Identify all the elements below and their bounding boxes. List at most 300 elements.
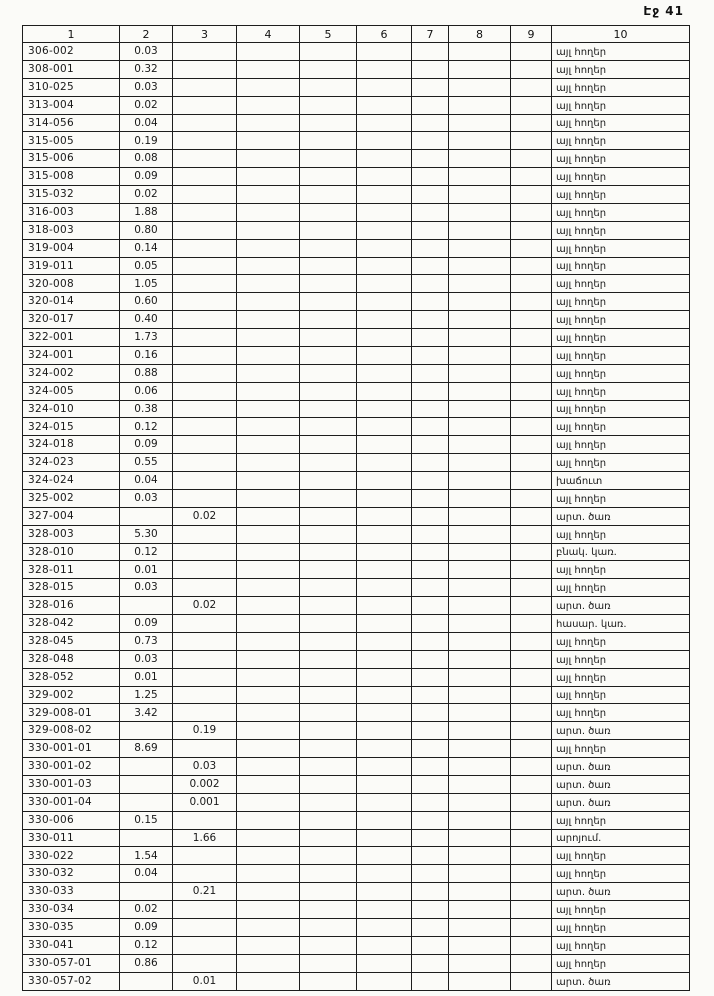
cell-empty-7: [412, 918, 449, 936]
cell-empty-5: [300, 382, 357, 400]
table-row: [23, 239, 690, 257]
cell-land-type: այլ հողեր: [552, 865, 690, 883]
cell-empty-6: [357, 257, 412, 275]
cell-empty-5: [300, 579, 357, 597]
table-row: [23, 364, 690, 382]
cell-empty-6: [357, 400, 412, 418]
cell-empty-4: [237, 811, 300, 829]
cell-empty-5: [300, 722, 357, 740]
cell-value-3: [173, 579, 237, 597]
cell-empty-7: [412, 632, 449, 650]
cell-land-type: այլ հողեր: [552, 918, 690, 936]
cell-empty-4: [237, 257, 300, 275]
cell-empty-9: [511, 382, 552, 400]
cell-empty-7: [412, 847, 449, 865]
cell-code: 315-008: [23, 168, 120, 186]
cell-value-3: [173, 168, 237, 186]
cell-empty-5: [300, 740, 357, 758]
cell-empty-7: [412, 686, 449, 704]
cell-empty-7: [412, 257, 449, 275]
cell-empty-9: [511, 168, 552, 186]
cell-empty-8: [449, 507, 511, 525]
cell-value-2: [120, 829, 173, 847]
cell-value-3: [173, 275, 237, 293]
cell-empty-7: [412, 275, 449, 293]
cell-empty-7: [412, 418, 449, 436]
cell-value-2: 0.02: [120, 901, 173, 919]
cell-empty-7: [412, 186, 449, 204]
cell-empty-7: [412, 936, 449, 954]
cell-empty-4: [237, 668, 300, 686]
cell-empty-8: [449, 364, 511, 382]
cell-empty-5: [300, 78, 357, 96]
table-row: [23, 418, 690, 436]
table-row: [23, 686, 690, 704]
cell-value-3: [173, 60, 237, 78]
cell-empty-5: [300, 561, 357, 579]
cell-empty-5: [300, 186, 357, 204]
cell-value-3: [173, 400, 237, 418]
cell-empty-8: [449, 275, 511, 293]
cell-empty-9: [511, 275, 552, 293]
cell-land-type: այլ հողեր: [552, 78, 690, 96]
cell-empty-7: [412, 346, 449, 364]
cell-land-type: արտ. ծառ: [552, 883, 690, 901]
cell-empty-4: [237, 883, 300, 901]
cell-empty-9: [511, 972, 552, 991]
cell-empty-4: [237, 561, 300, 579]
cell-empty-7: [412, 96, 449, 114]
column-header-1: 1: [23, 26, 120, 43]
cell-value-3: [173, 936, 237, 954]
cell-value-2: 0.03: [120, 579, 173, 597]
page-number-label: Էջ 41: [643, 4, 684, 18]
table-row: [23, 954, 690, 972]
cell-empty-9: [511, 901, 552, 919]
cell-land-type: այլ հողեր: [552, 847, 690, 865]
table-row: [23, 811, 690, 829]
cell-empty-6: [357, 186, 412, 204]
cell-land-type: արտ. ծառ: [552, 597, 690, 615]
cell-empty-6: [357, 346, 412, 364]
cell-empty-7: [412, 221, 449, 239]
cell-empty-4: [237, 382, 300, 400]
cell-empty-4: [237, 132, 300, 150]
table-row: [23, 203, 690, 221]
cell-empty-6: [357, 793, 412, 811]
cell-land-type: արտ. ծառ: [552, 507, 690, 525]
cell-empty-5: [300, 489, 357, 507]
cell-empty-5: [300, 972, 357, 991]
cell-empty-5: [300, 221, 357, 239]
cell-value-3: [173, 615, 237, 633]
cell-value-2: 0.15: [120, 811, 173, 829]
cell-value-2: [120, 883, 173, 901]
cell-empty-4: [237, 364, 300, 382]
cell-value-2: 0.55: [120, 454, 173, 472]
cell-land-type: այլ հողեր: [552, 60, 690, 78]
cell-empty-8: [449, 632, 511, 650]
cell-value-3: [173, 668, 237, 686]
cell-land-type: արտ. ծառ: [552, 722, 690, 740]
table-row: [23, 561, 690, 579]
cell-empty-8: [449, 811, 511, 829]
cell-empty-7: [412, 132, 449, 150]
cell-empty-9: [511, 436, 552, 454]
cell-land-type: արոյում.: [552, 829, 690, 847]
cell-empty-7: [412, 972, 449, 991]
land-register-table: [22, 25, 690, 991]
cell-empty-4: [237, 507, 300, 525]
cell-value-2: 0.60: [120, 293, 173, 311]
table-row: [23, 650, 690, 668]
cell-empty-4: [237, 472, 300, 490]
column-header-9: 9: [511, 26, 552, 43]
cell-empty-7: [412, 454, 449, 472]
cell-empty-6: [357, 239, 412, 257]
cell-empty-9: [511, 668, 552, 686]
cell-empty-4: [237, 829, 300, 847]
cell-empty-9: [511, 561, 552, 579]
cell-empty-8: [449, 704, 511, 722]
cell-empty-9: [511, 936, 552, 954]
cell-empty-4: [237, 60, 300, 78]
cell-empty-5: [300, 775, 357, 793]
cell-empty-6: [357, 221, 412, 239]
cell-land-type: այլ հողեր: [552, 257, 690, 275]
cell-empty-5: [300, 275, 357, 293]
cell-empty-8: [449, 722, 511, 740]
cell-empty-5: [300, 257, 357, 275]
cell-value-2: 0.16: [120, 346, 173, 364]
cell-code: 320-014: [23, 293, 120, 311]
cell-empty-8: [449, 918, 511, 936]
cell-empty-6: [357, 525, 412, 543]
cell-land-type: այլ հողեր: [552, 436, 690, 454]
cell-value-3: 0.001: [173, 793, 237, 811]
cell-value-2: 0.12: [120, 936, 173, 954]
cell-value-3: [173, 43, 237, 61]
cell-empty-5: [300, 150, 357, 168]
cell-empty-6: [357, 597, 412, 615]
cell-empty-9: [511, 114, 552, 132]
table-row: [23, 543, 690, 561]
table-row: [23, 400, 690, 418]
cell-value-2: 0.04: [120, 865, 173, 883]
cell-empty-4: [237, 293, 300, 311]
cell-empty-6: [357, 96, 412, 114]
cell-empty-5: [300, 901, 357, 919]
cell-empty-4: [237, 722, 300, 740]
cell-empty-4: [237, 436, 300, 454]
cell-empty-4: [237, 865, 300, 883]
cell-empty-6: [357, 311, 412, 329]
cell-code: 328-010: [23, 543, 120, 561]
cell-empty-5: [300, 203, 357, 221]
cell-value-2: 5.30: [120, 525, 173, 543]
cell-empty-9: [511, 918, 552, 936]
cell-value-3: [173, 454, 237, 472]
cell-land-type: այլ հողեր: [552, 954, 690, 972]
cell-empty-7: [412, 43, 449, 61]
cell-empty-5: [300, 650, 357, 668]
cell-value-3: [173, 311, 237, 329]
cell-value-2: 0.02: [120, 96, 173, 114]
cell-empty-7: [412, 400, 449, 418]
cell-empty-4: [237, 615, 300, 633]
cell-value-2: 0.03: [120, 78, 173, 96]
cell-empty-8: [449, 60, 511, 78]
cell-land-type: այլ հողեր: [552, 114, 690, 132]
cell-code: 330-022: [23, 847, 120, 865]
table-row: [23, 168, 690, 186]
cell-empty-8: [449, 972, 511, 991]
cell-land-type: այլ հողեր: [552, 203, 690, 221]
cell-empty-4: [237, 168, 300, 186]
cell-empty-5: [300, 847, 357, 865]
table-row: [23, 615, 690, 633]
cell-code: 324-001: [23, 346, 120, 364]
cell-code: 308-001: [23, 60, 120, 78]
cell-empty-7: [412, 597, 449, 615]
cell-code: 330-001-02: [23, 758, 120, 776]
cell-empty-8: [449, 257, 511, 275]
cell-empty-9: [511, 454, 552, 472]
cell-empty-7: [412, 203, 449, 221]
cell-value-2: 0.38: [120, 400, 173, 418]
table-row: [23, 132, 690, 150]
cell-land-type: այլ հողեր: [552, 186, 690, 204]
cell-value-2: 0.88: [120, 364, 173, 382]
table-body: [23, 43, 690, 991]
cell-empty-4: [237, 793, 300, 811]
cell-value-2: 0.05: [120, 257, 173, 275]
cell-value-3: [173, 382, 237, 400]
cell-empty-7: [412, 615, 449, 633]
cell-value-3: [173, 704, 237, 722]
cell-empty-5: [300, 114, 357, 132]
cell-land-type: այլ հողեր: [552, 346, 690, 364]
cell-empty-8: [449, 847, 511, 865]
cell-empty-4: [237, 311, 300, 329]
cell-empty-9: [511, 346, 552, 364]
cell-empty-8: [449, 436, 511, 454]
cell-empty-5: [300, 525, 357, 543]
table-row: [23, 758, 690, 776]
cell-land-type: այլ հողեր: [552, 686, 690, 704]
cell-value-2: 0.08: [120, 150, 173, 168]
cell-empty-6: [357, 632, 412, 650]
table-row: [23, 793, 690, 811]
cell-empty-8: [449, 418, 511, 436]
cell-empty-8: [449, 561, 511, 579]
cell-value-3: [173, 847, 237, 865]
cell-empty-6: [357, 293, 412, 311]
cell-value-2: 0.09: [120, 615, 173, 633]
cell-code: 315-006: [23, 150, 120, 168]
cell-empty-5: [300, 436, 357, 454]
cell-value-2: [120, 507, 173, 525]
table-row: [23, 901, 690, 919]
cell-code: 324-010: [23, 400, 120, 418]
cell-code: 324-005: [23, 382, 120, 400]
cell-empty-6: [357, 758, 412, 776]
cell-value-2: 0.09: [120, 436, 173, 454]
cell-value-2: 0.40: [120, 311, 173, 329]
cell-empty-6: [357, 472, 412, 490]
cell-empty-9: [511, 740, 552, 758]
cell-value-2: 0.01: [120, 561, 173, 579]
cell-code: 324-015: [23, 418, 120, 436]
cell-empty-5: [300, 883, 357, 901]
cell-land-type: այլ հողեր: [552, 454, 690, 472]
cell-empty-7: [412, 60, 449, 78]
cell-empty-8: [449, 114, 511, 132]
column-header-5: 5: [300, 26, 357, 43]
cell-empty-4: [237, 686, 300, 704]
cell-value-2: 1.54: [120, 847, 173, 865]
cell-empty-6: [357, 150, 412, 168]
cell-code: 329-002: [23, 686, 120, 704]
cell-empty-5: [300, 811, 357, 829]
cell-value-3: [173, 561, 237, 579]
cell-value-3: 0.21: [173, 883, 237, 901]
cell-empty-5: [300, 829, 357, 847]
cell-empty-9: [511, 507, 552, 525]
cell-land-type: այլ հողեր: [552, 489, 690, 507]
cell-empty-4: [237, 150, 300, 168]
cell-code: 325-002: [23, 489, 120, 507]
cell-value-3: [173, 811, 237, 829]
cell-empty-4: [237, 186, 300, 204]
cell-value-2: 1.25: [120, 686, 173, 704]
cell-land-type: այլ հողեր: [552, 293, 690, 311]
cell-empty-8: [449, 203, 511, 221]
cell-empty-8: [449, 579, 511, 597]
table-row: [23, 293, 690, 311]
cell-value-3: [173, 150, 237, 168]
cell-empty-8: [449, 293, 511, 311]
cell-code: 330-033: [23, 883, 120, 901]
cell-empty-4: [237, 758, 300, 776]
cell-value-2: 1.88: [120, 203, 173, 221]
cell-empty-7: [412, 525, 449, 543]
cell-empty-8: [449, 186, 511, 204]
cell-value-3: [173, 918, 237, 936]
cell-empty-7: [412, 668, 449, 686]
cell-empty-8: [449, 615, 511, 633]
cell-empty-6: [357, 364, 412, 382]
cell-empty-7: [412, 775, 449, 793]
cell-value-2: 0.14: [120, 239, 173, 257]
cell-empty-6: [357, 722, 412, 740]
cell-code: 330-032: [23, 865, 120, 883]
cell-empty-4: [237, 400, 300, 418]
cell-empty-4: [237, 346, 300, 364]
cell-empty-6: [357, 650, 412, 668]
cell-empty-6: [357, 686, 412, 704]
table-row: [23, 489, 690, 507]
cell-value-2: [120, 972, 173, 991]
cell-empty-5: [300, 686, 357, 704]
cell-value-3: [173, 364, 237, 382]
table-row: [23, 329, 690, 347]
cell-empty-5: [300, 364, 357, 382]
cell-value-2: 0.02: [120, 186, 173, 204]
cell-empty-6: [357, 954, 412, 972]
cell-value-2: 0.09: [120, 918, 173, 936]
table-row: [23, 43, 690, 61]
cell-empty-6: [357, 114, 412, 132]
cell-code: 314-056: [23, 114, 120, 132]
cell-empty-8: [449, 168, 511, 186]
cell-empty-9: [511, 525, 552, 543]
cell-land-type: արտ. ծառ: [552, 972, 690, 991]
cell-land-type: այլ հողեր: [552, 632, 690, 650]
cell-value-3: [173, 650, 237, 668]
cell-code: 320-008: [23, 275, 120, 293]
cell-land-type: այլ հողեր: [552, 150, 690, 168]
table-row: [23, 722, 690, 740]
cell-empty-7: [412, 829, 449, 847]
cell-value-3: 0.02: [173, 597, 237, 615]
cell-land-type: այլ հողեր: [552, 418, 690, 436]
cell-code: 330-057-01: [23, 954, 120, 972]
cell-empty-9: [511, 186, 552, 204]
cell-empty-4: [237, 543, 300, 561]
cell-value-2: 0.80: [120, 221, 173, 239]
cell-empty-4: [237, 221, 300, 239]
cell-empty-5: [300, 346, 357, 364]
cell-land-type: արտ. ծառ: [552, 775, 690, 793]
cell-empty-5: [300, 293, 357, 311]
table-row: [23, 668, 690, 686]
cell-code: 330-057-02: [23, 972, 120, 991]
cell-empty-6: [357, 901, 412, 919]
cell-land-type: այլ հողեր: [552, 400, 690, 418]
cell-empty-6: [357, 543, 412, 561]
cell-empty-8: [449, 954, 511, 972]
cell-code: 324-024: [23, 472, 120, 490]
table-row: [23, 150, 690, 168]
cell-empty-7: [412, 722, 449, 740]
cell-land-type: այլ հողեր: [552, 43, 690, 61]
cell-empty-7: [412, 579, 449, 597]
cell-empty-9: [511, 686, 552, 704]
table-row: [23, 346, 690, 364]
cell-land-type: այլ հողեր: [552, 132, 690, 150]
cell-empty-8: [449, 597, 511, 615]
cell-empty-4: [237, 775, 300, 793]
cell-empty-8: [449, 311, 511, 329]
cell-value-2: 0.73: [120, 632, 173, 650]
cell-code: 324-018: [23, 436, 120, 454]
cell-code: 306-002: [23, 43, 120, 61]
cell-empty-7: [412, 168, 449, 186]
cell-land-type: այլ հողեր: [552, 96, 690, 114]
cell-empty-5: [300, 329, 357, 347]
cell-empty-9: [511, 132, 552, 150]
cell-empty-7: [412, 311, 449, 329]
cell-empty-7: [412, 150, 449, 168]
cell-land-type: այլ հողեր: [552, 936, 690, 954]
cell-empty-5: [300, 597, 357, 615]
cell-empty-8: [449, 883, 511, 901]
cell-empty-6: [357, 382, 412, 400]
cell-land-type: այլ հողեր: [552, 650, 690, 668]
cell-empty-9: [511, 847, 552, 865]
cell-empty-5: [300, 472, 357, 490]
